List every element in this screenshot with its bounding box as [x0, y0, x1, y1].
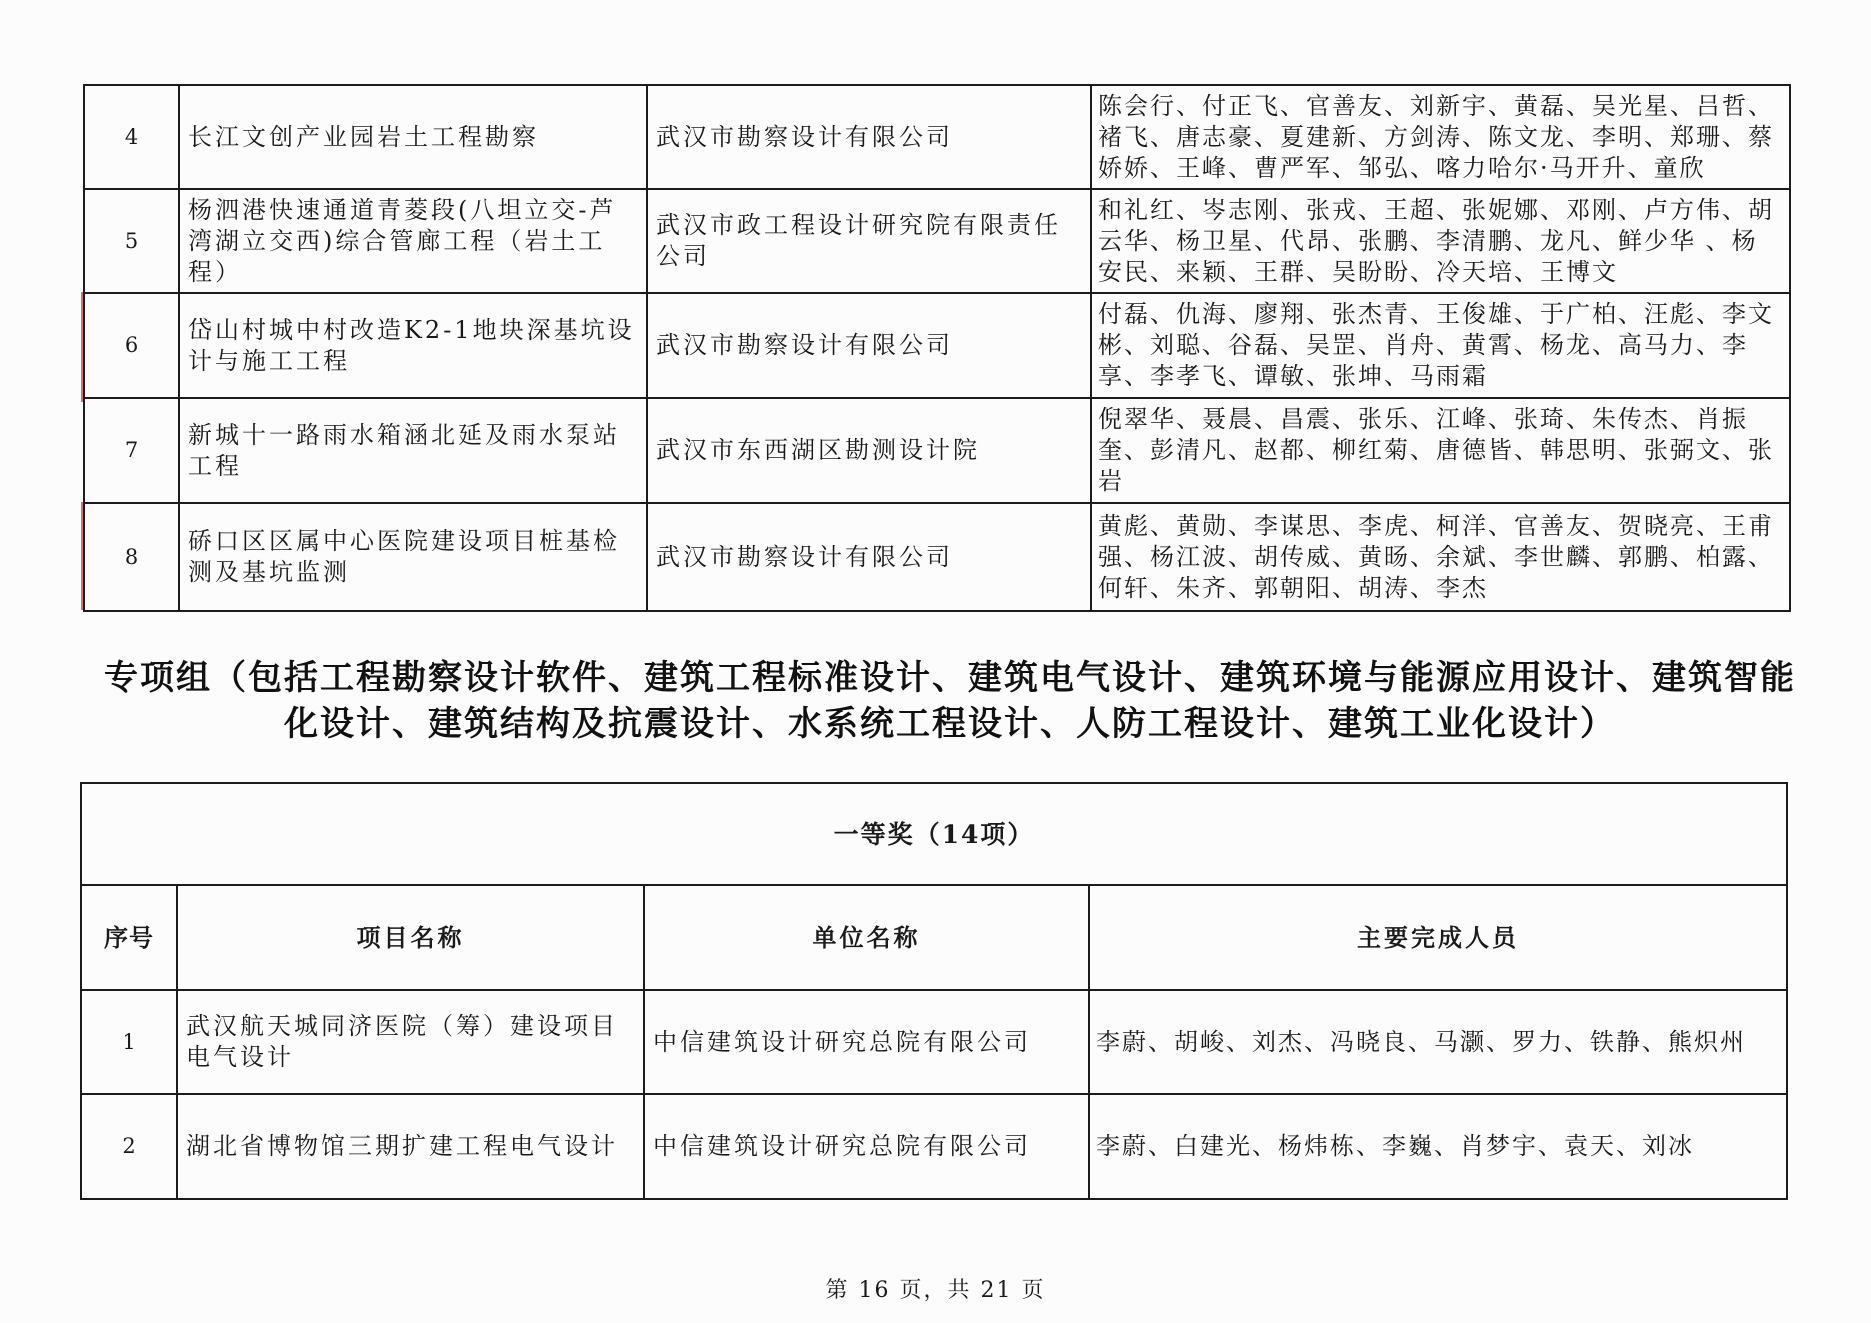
previous-awards-table [83, 84, 1791, 612]
unit-name: 武汉市勘察设计有限公司 [647, 85, 1091, 189]
header-project: 项目名称 [177, 885, 644, 990]
row-index: 8 [84, 503, 179, 611]
main-personnel: 李蔚、胡峻、刘杰、冯晓良、马灏、罗力、铁静、熊炽州 [1089, 990, 1787, 1094]
award-title: 一等奖（14项） [81, 783, 1787, 885]
unit-name: 武汉市东西湖区勘测设计院 [647, 398, 1091, 503]
table-row [84, 503, 1790, 611]
header-people: 主要完成人员 [1089, 885, 1787, 990]
header-row [81, 885, 1787, 990]
main-personnel: 倪翠华、聂晨、昌震、张乐、江峰、张琦、朱传杰、肖振奎、彭清凡、赵都、柳红菊、唐德皆、韩思明、张弼文、张岩 [1091, 398, 1790, 503]
project-name: 湖北省博物馆三期扩建工程电气设计 [177, 1094, 644, 1199]
table-row [84, 189, 1790, 293]
project-name: 武汉航天城同济医院（筹）建设项目电气设计 [177, 990, 644, 1094]
project-name: 岱山村城中村改造K2-1地块深基坑设计与施工工程 [179, 293, 647, 398]
row-index: 4 [84, 85, 179, 189]
table-row [84, 293, 1790, 398]
section-heading: 专项组（包括工程勘察设计软件、建筑工程标准设计、建筑电气设计、建筑环境与能源应用设计、建筑智能化设计、建筑结构及抗震设计、水系统工程设计、人防工程设计、建筑工业化设计） [104, 658, 1796, 744]
unit-name: 武汉市勘察设计有限公司 [647, 503, 1091, 611]
header-index: 序号 [81, 885, 177, 990]
table-row [81, 1094, 1787, 1199]
header-unit: 单位名称 [644, 885, 1089, 990]
row-index: 7 [84, 398, 179, 503]
project-name: 长江文创产业园岩土工程勘察 [179, 85, 647, 189]
table-row [84, 398, 1790, 503]
main-personnel: 付磊、仇海、廖翔、张杰青、王俊雄、于广柏、汪彪、李文彬、刘聪、谷磊、吴罡、肖舟、黄霄、杨龙、高马力、李享、李孝飞、谭敏、张坤、马雨霜 [1091, 293, 1790, 398]
main-personnel: 陈会行、付正飞、官善友、刘新宇、黄磊、吴光星、吕哲、褚飞、唐志豪、夏建新、方剑涛、陈文龙、李明、郑珊、蔡娇娇、王峰、曹严军、邹弘、喀力哈尔·马开升、童欣 [1091, 85, 1790, 189]
project-name: 硚口区区属中心医院建设项目桩基检测及基坑监测 [179, 503, 647, 611]
award-title-row [81, 783, 1787, 885]
row-index: 2 [81, 1094, 177, 1199]
unit-name: 武汉市勘察设计有限公司 [647, 293, 1091, 398]
main-personnel: 李蔚、白建光、杨炜栋、李巍、肖梦宇、袁天、刘冰 [1089, 1094, 1787, 1199]
project-name: 杨泗港快速通道青菱段(八坦立交-芦湾湖立交西)综合管廊工程（岩土工程） [179, 189, 647, 293]
table-row [81, 990, 1787, 1094]
table-row [84, 85, 1790, 189]
main-personnel: 黄彪、黄勋、李谋思、李虎、柯洋、官善友、贺晓亮、王甫强、杨江波、胡传威、黄旸、余斌、李世麟、郭鹏、柏露、何轩、朱齐、郭朝阳、胡涛、李杰 [1091, 503, 1790, 611]
unit-name: 中信建筑设计研究总院有限公司 [644, 1094, 1089, 1199]
main-personnel: 和礼红、岑志刚、张戎、王超、张妮娜、邓刚、卢方伟、胡云华、杨卫星、代昂、张鹏、李清鹏、龙凡、鲜少华 、杨安民、来颖、王群、吴盼盼、冷天培、王博文 [1091, 189, 1790, 293]
row-index: 6 [84, 293, 179, 398]
page-number: 第 16 页，共 21 页 [825, 1278, 1046, 1303]
row-index: 5 [84, 189, 179, 293]
project-name: 新城十一路雨水箱涵北延及雨水泵站工程 [179, 398, 647, 503]
first-prize-table [80, 782, 1788, 1200]
unit-name: 中信建筑设计研究总院有限公司 [644, 990, 1089, 1094]
row-index: 1 [81, 990, 177, 1094]
unit-name: 武汉市政工程设计研究院有限责任公司 [647, 189, 1091, 293]
